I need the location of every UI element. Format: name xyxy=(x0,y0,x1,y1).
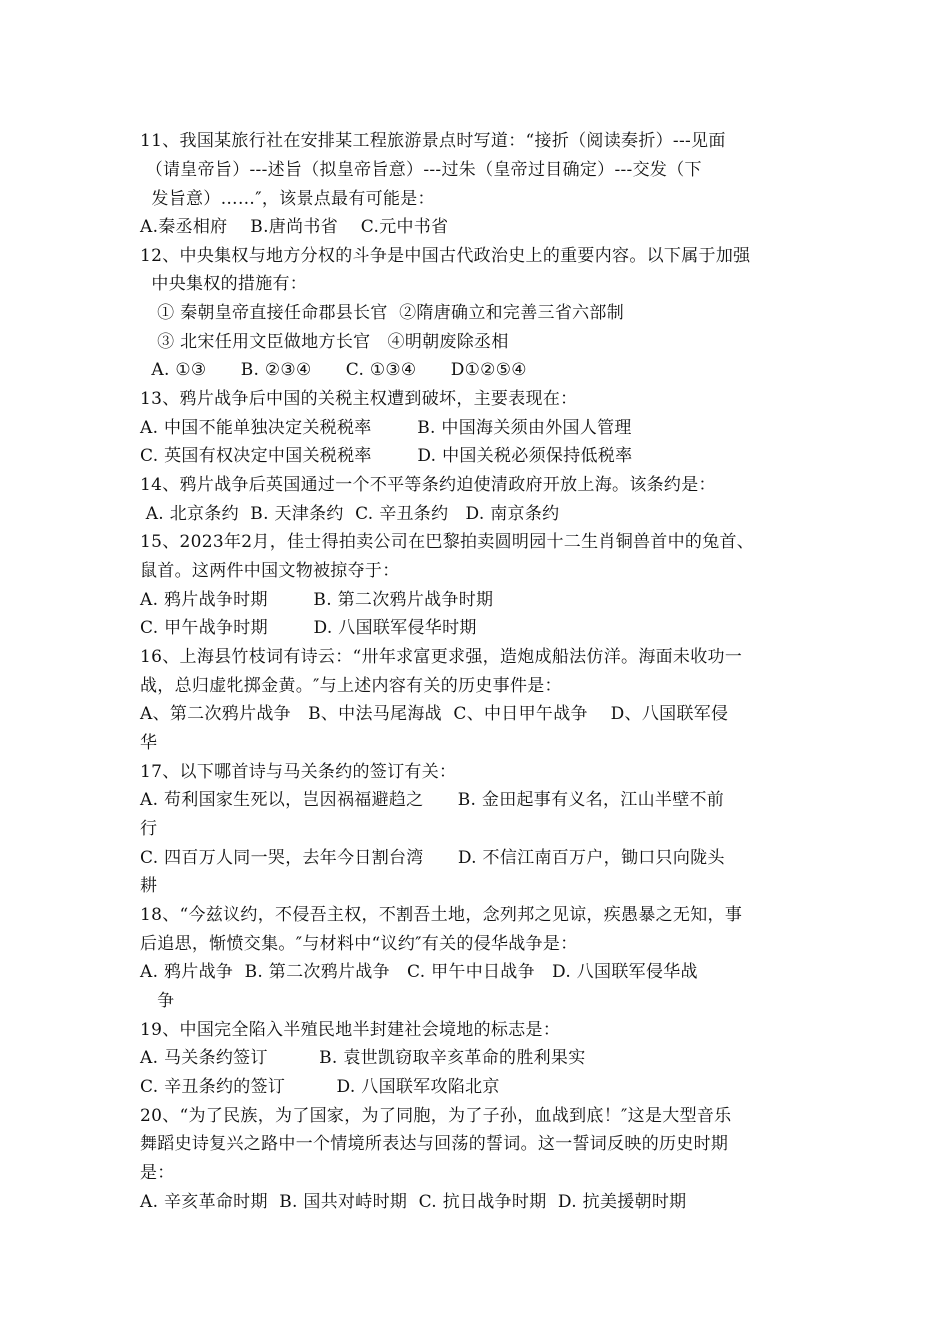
question-13-stem: 13、鸦片战争后中国的关税主权遭到破坏，主要表现在： xyxy=(140,389,578,409)
question-17-options-ab-wrap: 行 xyxy=(140,819,158,839)
question-20-line-2: 舞蹈史诗复兴之路中一个情境所表达与回荡的誓词。这一誓词反映的历史时期 xyxy=(140,1134,729,1154)
question-17-options-ab: A. 苟利国家生死以，岂因祸福避趋之 B. 金田起事有义名，江山半壁不前 xyxy=(140,790,725,810)
question-16-line-2: 战，总归虚牝掷金黄。″与上述内容有关的历史事件是： xyxy=(140,676,562,696)
question-15-options-cd: C. 甲午战争时期 D. 八国联军侵华时期 xyxy=(140,618,477,638)
question-16-options-wrap: 华 xyxy=(140,733,158,753)
question-12-statements-1: ① 秦朝皇帝直接任命郡县长官 ②隋唐确立和完善三省六部制 xyxy=(140,303,625,323)
question-18-options-wrap: 争 xyxy=(140,991,175,1011)
question-18-line-1: 18、“今兹议约，不侵吾主权，不割吾土地，念列邦之见谅，疾愚暴之无知，事 xyxy=(140,905,743,925)
question-15-line-2: 鼠首。这两件中国文物被掠夺于： xyxy=(140,561,400,581)
question-11-line-1: 11、我国某旅行社在安排某工程旅游景点时写道：“接折（阅读奏折）---见面 xyxy=(140,131,726,151)
question-11-options: A.秦丞相府 B.唐尚书省 C.元中书省 xyxy=(140,217,449,237)
question-11-line-2: （请皇帝旨）---述旨（拟皇帝旨意）---过朱（皇帝过目确定）---交发（下 xyxy=(140,160,702,180)
question-20-options: A. 辛亥革命时期 B. 国共对峙时期 C. 抗日战争时期 D. 抗美援朝时期 xyxy=(140,1192,687,1212)
question-18-line-2: 后追思，惭愤交集。″与材料中“议约″有关的侵华战争是： xyxy=(140,934,578,954)
question-15-options-ab: A. 鸦片战争时期 B. 第二次鸦片战争时期 xyxy=(140,590,494,610)
question-12-line-2: 中央集权的措施有： xyxy=(140,274,308,294)
question-18-options: A. 鸦片战争 B. 第二次鸦片战争 C. 甲午中日战争 D. 八国联军侵华战 xyxy=(140,962,698,982)
question-14-options: A. 北京条约 B. 天津条约 C. 辛丑条约 D. 南京条约 xyxy=(140,504,560,524)
question-16-options: A、第二次鸦片战争 B、中法马尾海战 C、中日甲午战争 D、八国联军侵 xyxy=(140,704,729,724)
question-13-options-ab: A. 中国不能单独决定关税税率 B. 中国海关须由外国人管理 xyxy=(140,418,632,438)
question-12-line-1: 12、中央集权与地方分权的斗争是中国古代政治史上的重要内容。以下属于加强 xyxy=(140,246,751,266)
question-14-stem: 14、鸦片战争后英国通过一个不平等条约迫使清政府开放上海。该条约是： xyxy=(140,475,716,495)
question-11-line-3: 发旨意）……″，该景点最有可能是： xyxy=(140,189,435,209)
question-19-stem: 19、中国完全陷入半殖民地半封建社会境地的标志是： xyxy=(140,1020,561,1040)
question-19-options-cd: C. 辛丑条约的签订 D. 八国联军攻陷北京 xyxy=(140,1077,500,1097)
question-16-line-1: 16、上海县竹枝词有诗云：“卅年求富更求强，造炮成船法仿洋。海面未收功一 xyxy=(140,647,743,667)
question-13-options-cd: C. 英国有权决定中国关税税率 D. 中国关税必须保持低税率 xyxy=(140,446,633,466)
question-17-options-cd: C. 四百万人同一哭，去年今日割台湾 D. 不信江南百万户，锄口只向陇头 xyxy=(140,848,725,868)
question-20-line-1: 20、“为了民族，为了国家，为了同胞，为了子孙，血战到底！″这是大型音乐 xyxy=(140,1106,732,1126)
question-12-statements-2: ③ 北宋任用文臣做地方长官 ④明朝废除丞相 xyxy=(140,332,509,352)
question-15-line-1: 15、2023年2月，佳士得拍卖公司在巴黎拍卖圆明园十二生肖铜兽首中的兔首、 xyxy=(140,532,755,552)
question-19-options-ab: A. 马关条约签订 B. 袁世凯窃取辛亥革命的胜利果实 xyxy=(140,1048,586,1068)
question-20-line-3: 是： xyxy=(140,1163,175,1183)
question-12-options: A. ①③ B. ②③④ C. ①③④ D①②⑤④ xyxy=(140,360,527,380)
question-17-options-cd-wrap: 耕 xyxy=(140,876,158,896)
question-17-stem: 17、以下哪首诗与马关条约的签订有关： xyxy=(140,762,457,782)
